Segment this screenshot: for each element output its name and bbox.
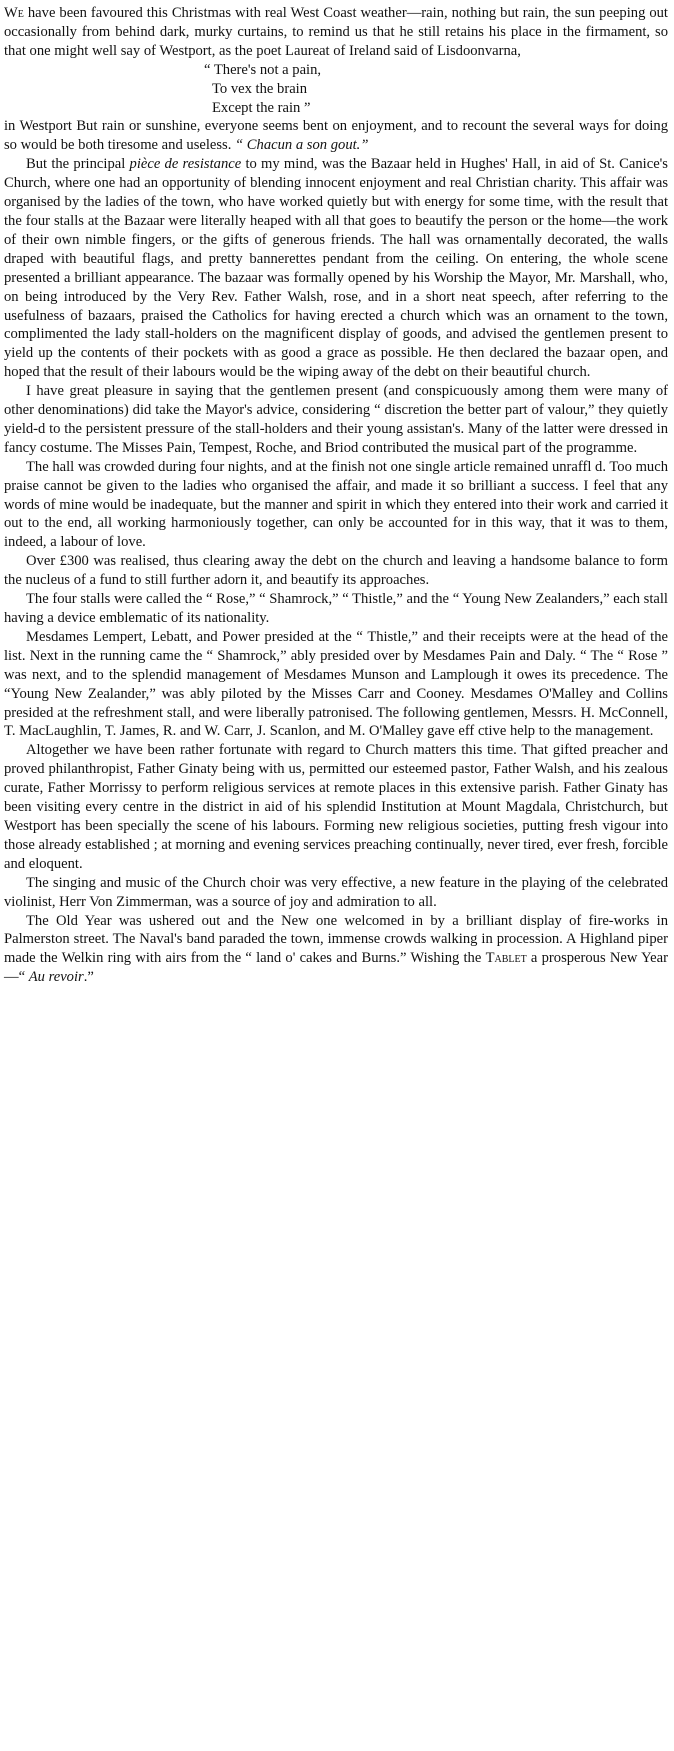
paragraph-text: The Old Year was ushered out and the New one welcomed in by a brilliant display of fire-works in Palmerston street. The Naval's band paraded the town, immense crowds walking in procession. A Highland piper made the Welkin ring with airs from the “ land o' cakes and Burns.” Wishing the: [4, 912, 668, 967]
poem-line: “ There's not a pain,: [204, 61, 322, 78]
paragraph-text: The singing and music of the Church choir was very effective, a new feature in the playing of the celebrated violinist, Herr Von Zimmerman, was a source of joy and admiration to all.: [4, 874, 668, 910]
paragraph: [4, 874, 668, 912]
paragraph: [4, 912, 668, 988]
poem-line: To vex the brain: [212, 80, 308, 97]
publication-name: Tablet: [485, 950, 527, 967]
paragraph: [4, 628, 668, 741]
paragraph: [4, 155, 668, 382]
paragraph: [4, 552, 668, 590]
paragraph: [4, 382, 668, 458]
paragraph-text: .”: [83, 969, 94, 986]
paragraph: [4, 590, 668, 628]
italic-text: pièce de resistance: [129, 156, 242, 173]
poem-line: Except the rain ”: [212, 99, 311, 116]
paragraph-text: a prosperous New Year—“: [4, 950, 668, 986]
paragraph-text: in Westport But rain or sunshine, everyone seems bent on enjoyment, and to recount the several ways for doing so would be both tiresome and useless.: [4, 118, 668, 154]
paragraph-text: The hall was crowded during four nights, and at the finish not one single article remained unraffl d. Too much praise cannot be given to the ladies who organised the affair, and made it so brilliant a success. I feel that any words of mine would be inadequate, but the manner and spirit in which they entered into their work and carried it out to the end, all working harmoniously together, can only be accounted for in this way, that it was to them, indeed, a labour of love.: [4, 458, 668, 551]
paragraph-text: Mesdames Lempert, Lebatt, and Power presided at the “ Thistle,” and their receipts were at the head of the list. Next in the running came the “ Shamrock,” ably presided over by Mesdames Pain and Daly. “ The “ Rose ” was next, and to the splendid management of Mesdames Munson and Lamplough it owes its precedence. The “Young New Zealander,” was ably piloted by the Misses Carr and Cooney. Mesdames O'Malley and Collins presided at the refreshment stall, and were liberally patronised. The following gentlemen, Messrs. H. McConnell, T. MacLaughlin, T. James, R. and W. Carr, J. Scanlon, and M. O'Malley gave eff ctive help to the management.: [4, 628, 668, 740]
italic-text: “ Chacun a son gout.”: [235, 137, 369, 154]
paragraph-text: have been favoured this Christmas with real West Coast weather—rain, nothing but rain, the sun peeping out occasionally from behind dark, murky curtains, to remind us that he still retains his place in the firmament, so that one might well say of Westport, as the poet Laureat of Ireland said of Lisdoonvarna,: [4, 5, 668, 59]
italic-text: Au revoir: [28, 969, 84, 986]
paragraph-text: Altogether we have been rather fortunate with regard to Church matters this time. That gifted preacher and proved philanthropist, Father Ginaty being with us, permitted our esteemed pastor, Father Walsh, and his zealous curate, Father Morrissy to perform religious services at remote places in this extensive parish. Father Ginaty has been visiting every centre in the district in aid of his splendid Institution at Mount Magdala, Christchurch, but Westport has been specially the scene of his labours. Forming new religious societies, putting fresh vigour into those already established ; at morning and evening services preaching continually, never tired, ever fresh, forcible and eloquent.: [4, 742, 668, 872]
paragraph-text: The four stalls were called the “ Rose,” “ Shamrock,” “ Thistle,” and the “ Young New Zealanders,” each stall having a device emblematic of its nationality.: [4, 591, 668, 626]
paragraph-text: to my mind, was the Bazaar held in Hughes' Hall, in aid of St. Canice's Church, where one had an opportunity of blending innocent enjoyment and real Christian charity. This affair was organised by the ladies of the town, who have worked quietly but with energy for some time, with the result that the four stalls at the Bazaar were literally heaped with all that goes to beautify the person or the home—the work of their own nimble fingers, or the gifts of generous friends. The hall was ornamentally decorated, the walls draped with beautiful flags, and pretty bannerettes pendant from the ceiling. On entering, the whole scene presented a brilliant appearance. The bazaar was formally opened by his Worship the Mayor, Mr. Marshall, who, on being introduced by the Very Rev. Father Walsh, rose, and in a short neat speech, after referring to the usefulness of bazaars, praised the Catholics for having erected a church which was an ornament to the town, complimented the lady stall-holders on the magnificent display of goods, and advised the gentlemen present to yield up the contents of their pockets with as good a grace as possible. He then declared the bazaar open, and hoped that the result of their labours would be the wiping away of the debt on their beautiful church.: [4, 156, 668, 381]
paragraph: [4, 741, 668, 873]
paragraph: [4, 117, 668, 155]
paragraph-text: But the principal: [26, 156, 130, 173]
poem-quote: [4, 61, 668, 118]
opening-word: We: [4, 5, 24, 21]
article-body: [4, 117, 668, 987]
paragraph: [4, 458, 668, 553]
paragraph-text: I have great pleasure in saying that the gentlemen present (and conspicuously among them were many of other denominations) did take the Mayor's advice, considering “ discretion the better part of valour,” they quietly yield-d to the persistent pressure of the stall-holders and their young assistan's. Many of the latter were dressed in fancy costume. The Misses Pain, Tempest, Roche, and Briod contributed the musical part of the programme.: [4, 383, 668, 456]
paragraph-text: Over £300 was realised, thus clearing away the debt on the church and leaving a handsome balance to form the nucleus of a fund to still further adorn it, and beautify its approaches.: [4, 553, 668, 589]
paragraph-intro: [4, 4, 668, 61]
